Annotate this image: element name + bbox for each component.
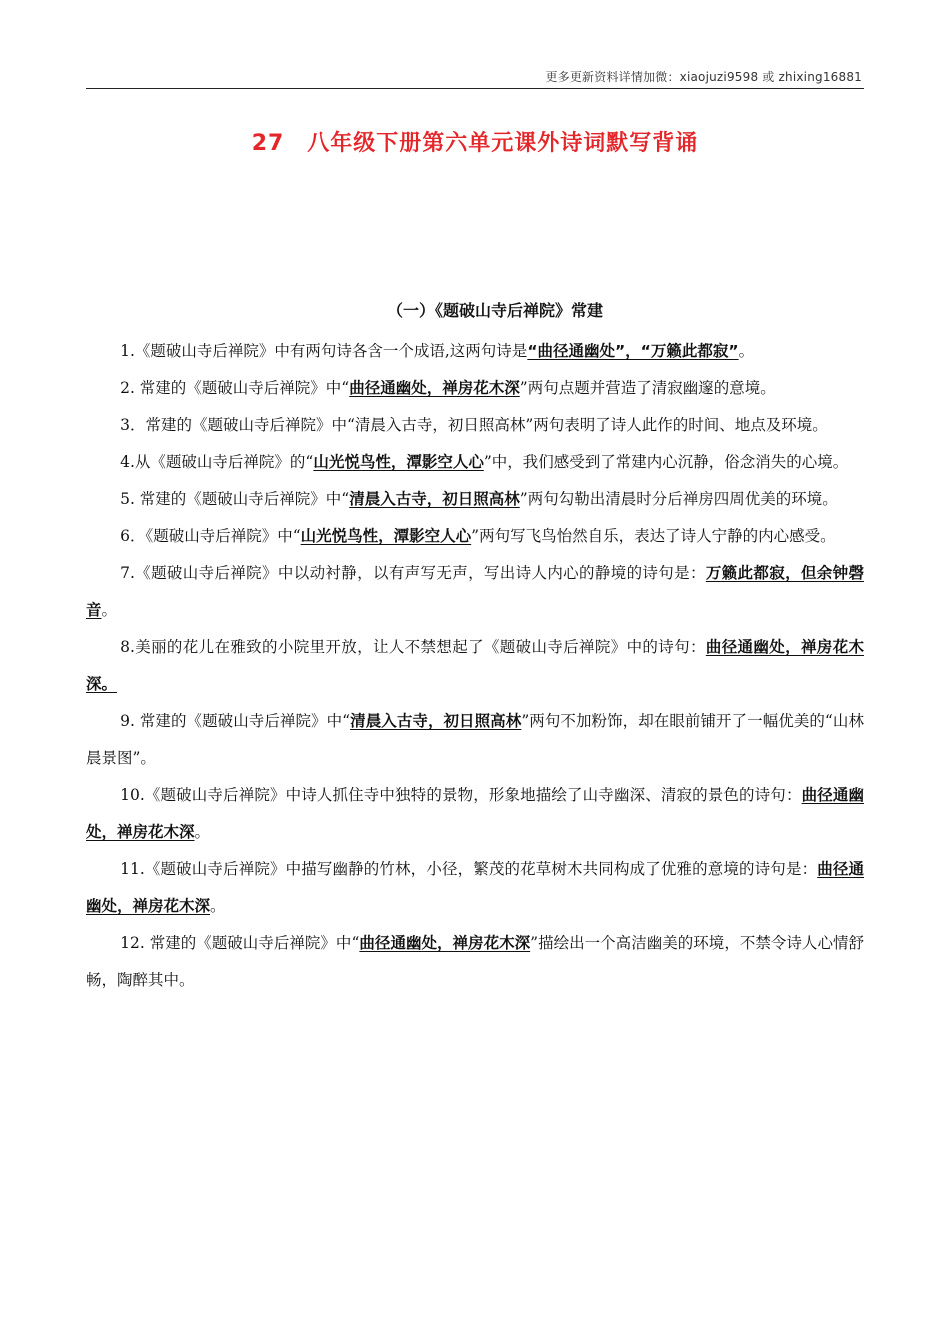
answer-text: 清晨入古寺，初日照高林: [350, 712, 522, 730]
question-item: 6．《题破山寺后禅院》中“山光悦鸟性，潭影空人心”两句写飞鸟怡然自乐，表达了诗人宁静的内心感受。: [120, 527, 836, 545]
header-contact-note: 更多更新资料详情加微：xiaojuzi9598 或 zhixing16881: [545, 70, 862, 84]
answer-text: 曲径通幽处，禅房花木深: [349, 379, 520, 397]
section-heading: （一）《题破山寺后禅院》常建: [386, 301, 603, 320]
question-item: 10.《题破山寺后禅院》中诗人抓住寺中独特的景物，形象地描绘了山寺幽深、清寂的景色的诗句：曲径通幽处，禅房花木深。: [86, 786, 864, 841]
question-item: 4.从《题破山寺后禅院》的“山光悦鸟性，潭影空人心”中，我们感受到了常建内心沉静，俗念消失的心境。: [120, 453, 849, 471]
answer-text: 曲径通幽处，禅房花木深: [86, 786, 864, 841]
answer-text: 曲径通幽处，禅房花木深: [86, 860, 864, 915]
question-item: 1.《题破山寺后禅院》中有两句诗各含一个成语,这两句诗是“曲径通幽处”，“万籁此都寂”。: [120, 342, 755, 360]
question-item: 7.《题破山寺后禅院》中以动衬静，以有声写无声，写出诗人内心的静境的诗句是：万籁此都寂，但余钟磬音。: [86, 564, 864, 619]
answer-text: 山光悦鸟性，潭影空人心: [300, 527, 472, 545]
answer-text: 曲径通幽处，禅房花木深。: [86, 638, 864, 693]
answer-text: 万籁此都寂，但余钟磬音: [86, 564, 864, 619]
question-item: 9. 常建的《题破山寺后禅院》中“清晨入古寺，初日照高林”两句不加粉饰，却在眼前铺开了一幅优美的“山林晨景图”。: [86, 712, 864, 767]
question-item: 3．常建的《题破山寺后禅院》中“清晨入古寺，初日照高林”两句表明了诗人此作的时间、地点及环境。: [120, 416, 828, 434]
question-item: 12. 常建的《题破山寺后禅院》中“曲径通幽处，禅房花木深”描绘出一个高洁幽美的环境，不禁令诗人心情舒畅，陶醉其中。: [86, 934, 864, 989]
question-item: 8.美丽的花儿在雅致的小院里开放，让人不禁想起了《题破山寺后禅院》中的诗句：曲径通幽处，禅房花木深。: [86, 638, 864, 693]
header-divider: [86, 88, 864, 89]
question-item: 11.《题破山寺后禅院》中描写幽静的竹林，小径，繁茂的花草树木共同构成了优雅的意境的诗句是：曲径通幽处，禅房花木深。: [86, 860, 864, 915]
question-list: [86, 333, 864, 999]
question-item: 2. 常建的《题破山寺后禅院》中“曲径通幽处，禅房花木深”两句点题并营造了清寂幽邃的意境。: [120, 379, 776, 397]
answer-text: 山光悦鸟性，潭影空人心: [313, 453, 484, 471]
question-item: 5. 常建的《题破山寺后禅院》中“清晨入古寺，初日照高林”两句勾勒出清晨时分后禅房四周优美的环境。: [120, 490, 838, 508]
answer-text: 清晨入古寺，初日照高林: [349, 490, 520, 508]
answer-text: “曲径通幽处”，“万籁此都寂”: [527, 342, 739, 360]
answer-text: 曲径通幽处，禅房花木深: [359, 934, 531, 952]
document-title: 27 八年级下册第六单元课外诗词默写背诵: [251, 131, 699, 156]
